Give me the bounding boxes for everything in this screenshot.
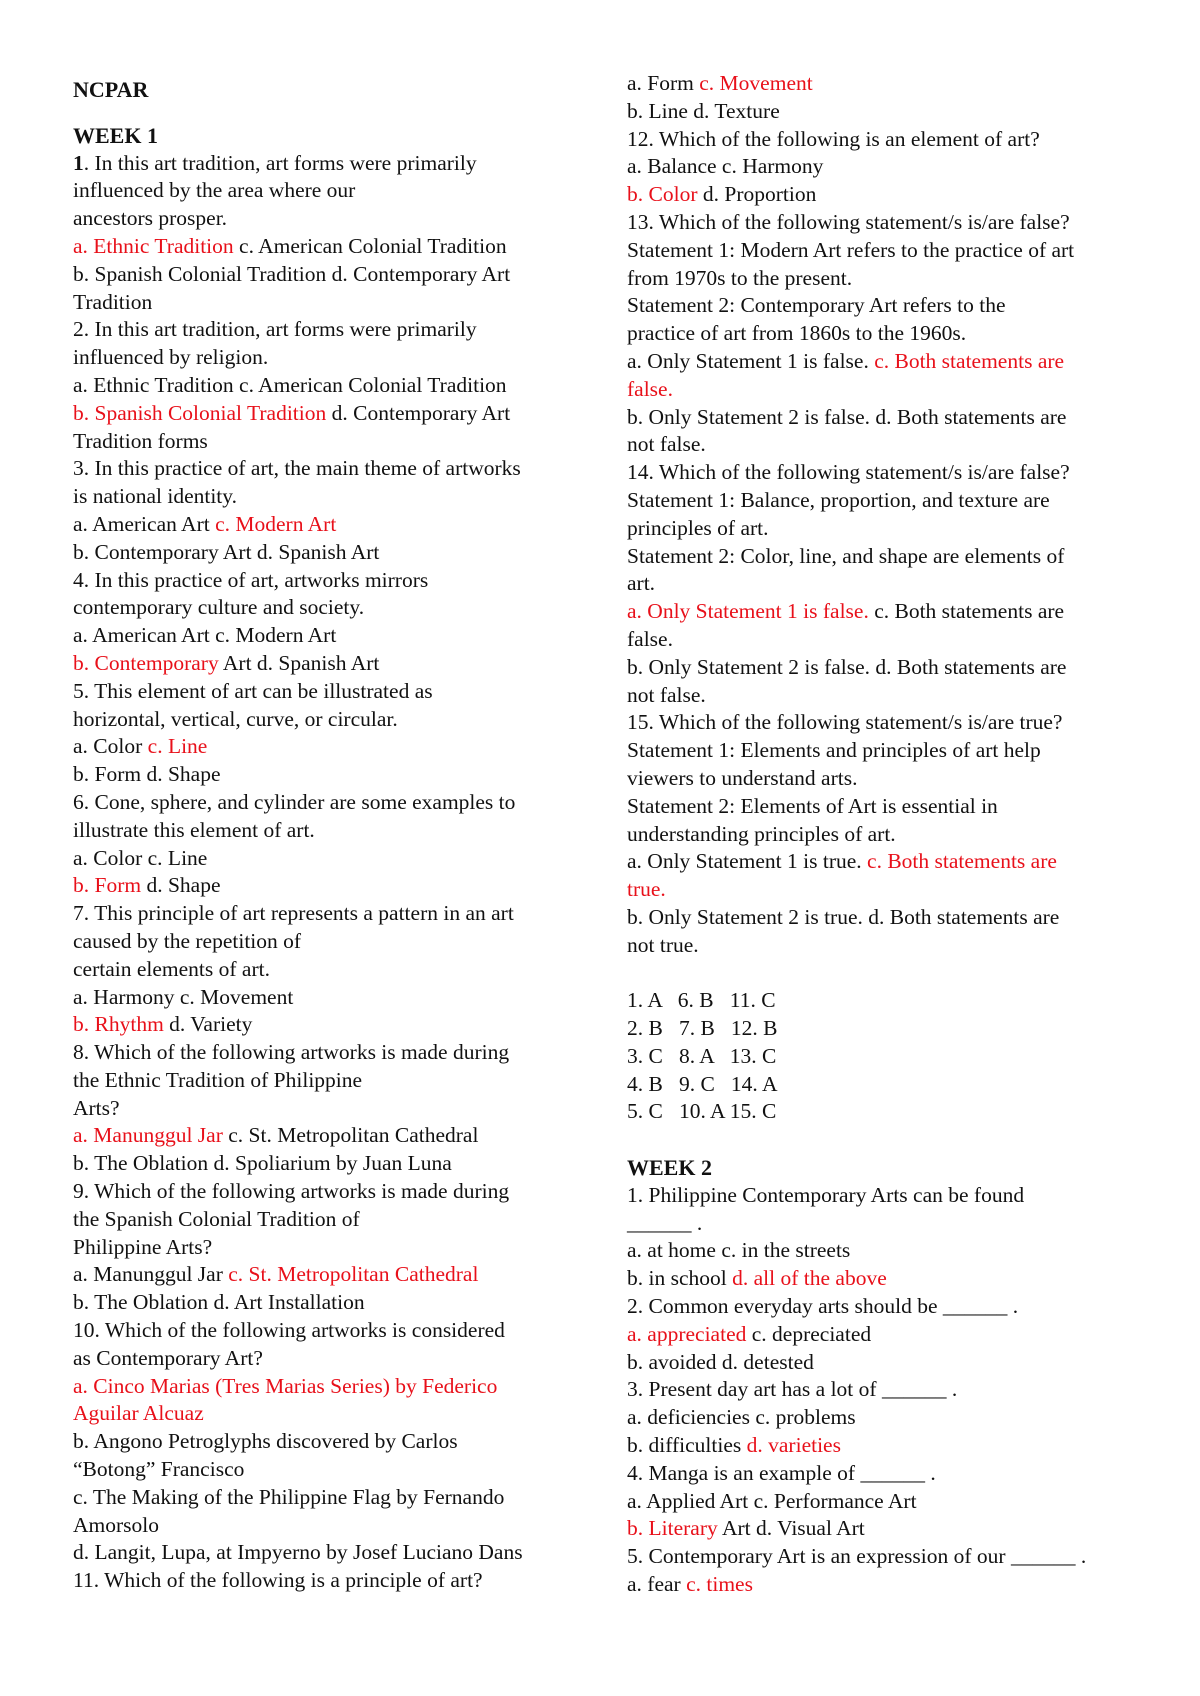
text-segment: 15. Which of the following statement/s is/are true? <box>627 710 1063 735</box>
text-segment: 3. Present day art has a lot of ______ . <box>627 1377 958 1402</box>
correct-answer: b. Color <box>627 182 698 207</box>
text-line <box>627 209 1147 237</box>
text-segment: 1 <box>73 150 84 175</box>
text-segment: as Contemporary Art? <box>73 1345 263 1370</box>
text-segment: “Botong” Francisco <box>73 1457 245 1482</box>
text-line <box>73 372 593 400</box>
text-segment: b. Only Statement 2 is false. d. Both statements are <box>627 654 1067 679</box>
text-line <box>627 626 1147 654</box>
text-line <box>627 1015 1147 1043</box>
section-heading: NCPAR <box>73 77 149 102</box>
text-segment: Statement 2: Elements of Art is essential in <box>627 793 998 818</box>
text-line <box>73 567 593 595</box>
text-segment: 9. Which of the following artworks is made during <box>73 1179 510 1204</box>
text-line <box>627 598 1147 626</box>
text-line <box>627 98 1147 126</box>
correct-answer: c. Line <box>147 734 208 759</box>
text-line <box>73 428 593 456</box>
text-segment: 14. Which of the following statement/s is/are false? <box>627 460 1070 485</box>
correct-answer: a. appreciated <box>627 1321 747 1346</box>
right-column <box>627 70 1147 1599</box>
text-line <box>73 1095 593 1123</box>
text-line <box>627 876 1147 904</box>
text-line <box>627 737 1147 765</box>
text-segment: 7. This principle of art represents a pattern in an art <box>73 901 514 926</box>
text-segment: b. Only Statement 2 is true. d. Both statements are <box>627 904 1060 929</box>
text-line <box>627 1349 1147 1377</box>
text-segment: contemporary culture and society. <box>73 595 365 620</box>
text-line <box>73 1289 593 1317</box>
text-line <box>73 1039 593 1067</box>
correct-answer: a. Manunggul Jar <box>73 1123 223 1148</box>
text-segment: 4. Manga is an example of ______ . <box>627 1460 936 1485</box>
text-segment: 3. In this practice of art, the main theme of artworks <box>73 456 521 481</box>
correct-answer: true. <box>627 877 666 902</box>
text-segment: b. Contemporary Art d. Spanish Art <box>73 539 380 564</box>
correct-answer: b. Literary <box>627 1516 718 1541</box>
text-line <box>627 821 1147 849</box>
text-line <box>627 987 1147 1015</box>
text-segment: c. St. Metropolitan Cathedral <box>222 1123 479 1148</box>
text-line <box>627 709 1147 737</box>
correct-answer: c. St. Metropolitan Cathedral <box>228 1262 479 1287</box>
correct-answer: a. Cinco Marias (Tres Marias Series) by Federico <box>73 1373 498 1398</box>
text-segment: a. Color <box>73 734 148 759</box>
text-line <box>627 1488 1147 1516</box>
text-segment: influenced by the area where our <box>73 178 356 203</box>
text-segment: d. Variety <box>163 1012 253 1037</box>
text-line <box>627 181 1147 209</box>
text-line <box>627 543 1147 571</box>
text-line <box>73 678 593 706</box>
text-segment: a. Balance c. Harmony <box>627 154 824 179</box>
text-line <box>627 320 1147 348</box>
text-line <box>627 1515 1147 1543</box>
text-line <box>627 1543 1147 1571</box>
text-line <box>627 1432 1147 1460</box>
text-line <box>73 872 593 900</box>
text-line <box>627 515 1147 543</box>
text-line <box>73 400 593 428</box>
text-segment: b. in school <box>627 1266 733 1291</box>
text-line <box>73 706 593 734</box>
text-segment: is national identity. <box>73 484 238 509</box>
text-segment: certain elements of art. <box>73 956 270 981</box>
text-line <box>627 153 1147 181</box>
correct-answer: b. Form <box>73 873 142 898</box>
text-line <box>73 789 593 817</box>
text-segment: false. <box>627 626 673 651</box>
text-line <box>627 487 1147 515</box>
text-segment: a. Harmony c. Movement <box>73 984 294 1009</box>
text-line <box>73 150 593 178</box>
correct-answer: false. <box>627 376 673 401</box>
text-line <box>627 1071 1147 1099</box>
text-segment: a. Ethnic Tradition c. American Colonial Tradition <box>73 372 507 397</box>
text-line <box>73 956 593 984</box>
text-line <box>73 1345 593 1373</box>
text-line <box>627 1404 1147 1432</box>
section-heading: WEEK 2 <box>627 1155 712 1181</box>
text-segment: b. Only Statement 2 is false. d. Both statements are <box>627 404 1067 429</box>
text-line <box>627 459 1147 487</box>
text-segment: not true. <box>627 932 699 957</box>
text-line <box>73 316 593 344</box>
text-line <box>627 1265 1147 1293</box>
text-segment: a. Applied Art c. Performance Art <box>627 1488 917 1513</box>
text-segment: 1. A 6. B 11. C <box>627 988 776 1013</box>
text-segment: 13. Which of the following statement/s is/are false? <box>627 209 1070 234</box>
text-segment: b. Spanish Colonial Tradition d. Contemporary Art <box>73 261 511 286</box>
text-segment: 1. Philippine Contemporary Arts can be found <box>627 1182 1025 1207</box>
text-segment: from 1970s to the present. <box>627 265 853 290</box>
text-line <box>627 1098 1147 1126</box>
text-segment: caused by the repetition of <box>73 928 302 953</box>
text-line <box>73 761 593 789</box>
text-line <box>73 289 593 317</box>
text-line <box>73 650 593 678</box>
text-line <box>627 1237 1147 1265</box>
text-segment: a. Manunggul Jar <box>73 1262 229 1287</box>
text-line <box>627 376 1147 404</box>
text-segment: Statement 1: Balance, proportion, and texture are <box>627 487 1050 512</box>
correct-answer: d. all of the above <box>732 1266 887 1291</box>
correct-answer: c. Modern Art <box>215 511 337 536</box>
correct-answer: d. varieties <box>746 1433 841 1458</box>
correct-answer: Aguilar Alcuaz <box>73 1401 204 1426</box>
text-line <box>627 1182 1147 1210</box>
text-segment: . In this art tradition, art forms were primarily <box>83 150 477 175</box>
text-segment: not false. <box>627 432 706 457</box>
correct-answer: b. Rhythm <box>73 1012 164 1037</box>
text-segment: illustrate this element of art. <box>73 817 315 842</box>
text-line <box>73 1011 593 1039</box>
text-line <box>73 594 593 622</box>
text-line <box>73 511 593 539</box>
blank-line <box>627 1126 1147 1154</box>
text-segment: d. Langit, Lupa, at Impyerno by Josef Luciano Dans <box>73 1540 523 1565</box>
text-segment: Statement 1: Elements and principles of art help <box>627 738 1041 763</box>
text-line <box>73 1456 593 1484</box>
text-line <box>73 1178 593 1206</box>
text-segment: Statement 1: Modern Art refers to the practice of art <box>627 237 1075 262</box>
text-line <box>627 1210 1147 1238</box>
text-line <box>627 1571 1147 1599</box>
text-segment: Art d. Spanish Art <box>218 650 380 675</box>
text-line <box>627 126 1147 154</box>
correct-answer: c. times <box>686 1572 753 1597</box>
text-segment: b. avoided d. detested <box>627 1349 814 1374</box>
text-segment: practice of art from 1860s to the 1960s. <box>627 321 967 346</box>
text-segment: c. American Colonial Tradition <box>233 233 507 258</box>
text-segment: b. Form d. Shape <box>73 762 221 787</box>
text-segment: d. Contemporary Art <box>326 400 511 425</box>
text-segment: a. at home c. in the streets <box>627 1238 851 1263</box>
text-line <box>627 765 1147 793</box>
text-segment: ______ . <box>627 1210 703 1235</box>
text-line <box>73 928 593 956</box>
text-line <box>627 70 1147 98</box>
text-line <box>627 292 1147 320</box>
text-segment: 4. In this practice of art, artworks mirrors <box>73 567 429 592</box>
text-segment: a. Only Statement 1 is true. <box>627 849 868 874</box>
text-line <box>73 233 593 261</box>
text-line <box>627 654 1147 682</box>
correct-answer: b. Contemporary <box>73 650 219 675</box>
text-segment: b. The Oblation d. Art Installation <box>73 1290 365 1315</box>
text-segment: Statement 2: Color, line, and shape are elements of <box>627 543 1065 568</box>
text-line <box>73 1234 593 1262</box>
text-line <box>73 733 593 761</box>
text-line <box>73 984 593 1012</box>
text-line <box>73 344 593 372</box>
text-segment: d. Shape <box>141 873 221 898</box>
text-segment: Amorsolo <box>73 1512 159 1537</box>
text-segment: a. American Art <box>73 511 216 536</box>
text-segment: understanding principles of art. <box>627 821 896 846</box>
text-line <box>627 431 1147 459</box>
text-segment: 3. C 8. A 13. C <box>627 1043 777 1068</box>
correct-answer: c. Both statements are <box>867 849 1057 874</box>
text-line <box>627 265 1147 293</box>
text-segment: 4. B 9. C 14. A <box>627 1071 778 1096</box>
text-segment: art. <box>627 571 656 596</box>
text-line <box>73 455 593 483</box>
text-segment: 2. In this art tradition, art forms were primarily <box>73 317 477 342</box>
text-line <box>627 237 1147 265</box>
text-line <box>627 1321 1147 1349</box>
text-segment: Tradition forms <box>73 428 208 453</box>
text-segment: horizontal, vertical, curve, or circular. <box>73 706 398 731</box>
text-segment: viewers to understand arts. <box>627 765 858 790</box>
text-segment: 10. Which of the following artworks is considered <box>73 1318 505 1343</box>
text-segment: a. deficiencies c. problems <box>627 1405 856 1430</box>
text-segment: c. The Making of the Philippine Flag by Fernando <box>73 1484 505 1509</box>
text-segment: 11. Which of the following is a principle of art? <box>73 1568 483 1593</box>
text-line <box>73 1067 593 1095</box>
text-line <box>627 1043 1147 1071</box>
text-segment: 5. Contemporary Art is an expression of our ______ . <box>627 1544 1087 1569</box>
text-line <box>73 1484 593 1512</box>
text-line <box>73 845 593 873</box>
text-segment: a. fear <box>627 1572 687 1597</box>
text-line <box>73 1261 593 1289</box>
blank-line <box>627 960 1147 988</box>
text-segment: ancestors prosper. <box>73 206 228 231</box>
correct-answer: c. Both statements are <box>874 348 1065 373</box>
text-segment: 2. Common everyday arts should be ______ . <box>627 1294 1019 1319</box>
text-line <box>73 261 593 289</box>
text-segment: b. The Oblation d. Spoliarium by Juan Luna <box>73 1151 452 1176</box>
text-line <box>627 1460 1147 1488</box>
text-line <box>627 682 1147 710</box>
text-segment: the Ethnic Tradition of Philippine <box>73 1067 363 1092</box>
text-line <box>73 1512 593 1540</box>
text-segment: b. Angono Petroglyphs discovered by Carlos <box>73 1429 458 1454</box>
text-line <box>73 177 593 205</box>
text-line <box>73 1400 593 1428</box>
text-line <box>73 1428 593 1456</box>
text-line <box>73 1567 593 1595</box>
text-segment: Philippine Arts? <box>73 1234 213 1259</box>
text-segment: b. Line d. Texture <box>627 98 780 123</box>
correct-answer: c. Movement <box>699 71 813 95</box>
text-segment: 8. Which of the following artworks is made during <box>73 1040 510 1065</box>
text-line <box>73 1539 593 1567</box>
text-segment: 6. Cone, sphere, and cylinder are some examples to <box>73 789 516 814</box>
text-segment: 5. This element of art can be illustrated as <box>73 678 433 703</box>
text-segment: 2. B 7. B 12. B <box>627 1016 778 1041</box>
text-line <box>73 817 593 845</box>
text-segment: a. Only Statement 1 is false. <box>627 348 875 373</box>
text-line <box>73 1150 593 1178</box>
text-line <box>73 483 593 511</box>
correct-answer: a. Only Statement 1 is false. <box>627 599 869 624</box>
text-line <box>627 1376 1147 1404</box>
text-segment: 5. C 10. A 15. C <box>627 1099 777 1124</box>
text-segment: c. Both statements are <box>868 599 1065 624</box>
text-segment: c. depreciated <box>746 1321 872 1346</box>
text-segment: Arts? <box>73 1095 120 1120</box>
text-segment: Tradition <box>73 289 153 314</box>
text-line <box>627 570 1147 598</box>
text-segment: principles of art. <box>627 515 769 540</box>
correct-answer: a. Ethnic Tradition <box>73 233 234 258</box>
text-segment: a. Form <box>627 71 700 95</box>
text-segment: a. Color c. Line <box>73 845 208 870</box>
text-line <box>627 404 1147 432</box>
text-line <box>627 848 1147 876</box>
text-segment: the Spanish Colonial Tradition of <box>73 1206 360 1231</box>
text-segment: 12. Which of the following is an element of art? <box>627 126 1040 151</box>
text-line <box>627 348 1147 376</box>
text-line <box>73 1317 593 1345</box>
correct-answer: b. Spanish Colonial Tradition <box>73 400 327 425</box>
text-line <box>627 932 1147 960</box>
text-segment: influenced by religion. <box>73 345 269 370</box>
left-column <box>73 70 593 1595</box>
section-heading: WEEK 1 <box>73 122 158 148</box>
text-line <box>627 904 1147 932</box>
text-line <box>627 1293 1147 1321</box>
text-segment: Statement 2: Contemporary Art refers to the <box>627 293 1006 318</box>
text-segment: d. Proportion <box>697 182 817 207</box>
text-segment: b. difficulties <box>627 1433 747 1458</box>
text-segment: Art d. Visual Art <box>717 1516 865 1541</box>
text-line <box>73 1206 593 1234</box>
text-segment: not false. <box>627 682 706 707</box>
text-line <box>627 793 1147 821</box>
text-segment: a. American Art c. Modern Art <box>73 623 337 648</box>
text-line <box>73 622 593 650</box>
text-line <box>73 539 593 567</box>
text-line <box>73 205 593 233</box>
text-line <box>73 1373 593 1401</box>
text-line <box>73 1122 593 1150</box>
text-line <box>73 900 593 928</box>
